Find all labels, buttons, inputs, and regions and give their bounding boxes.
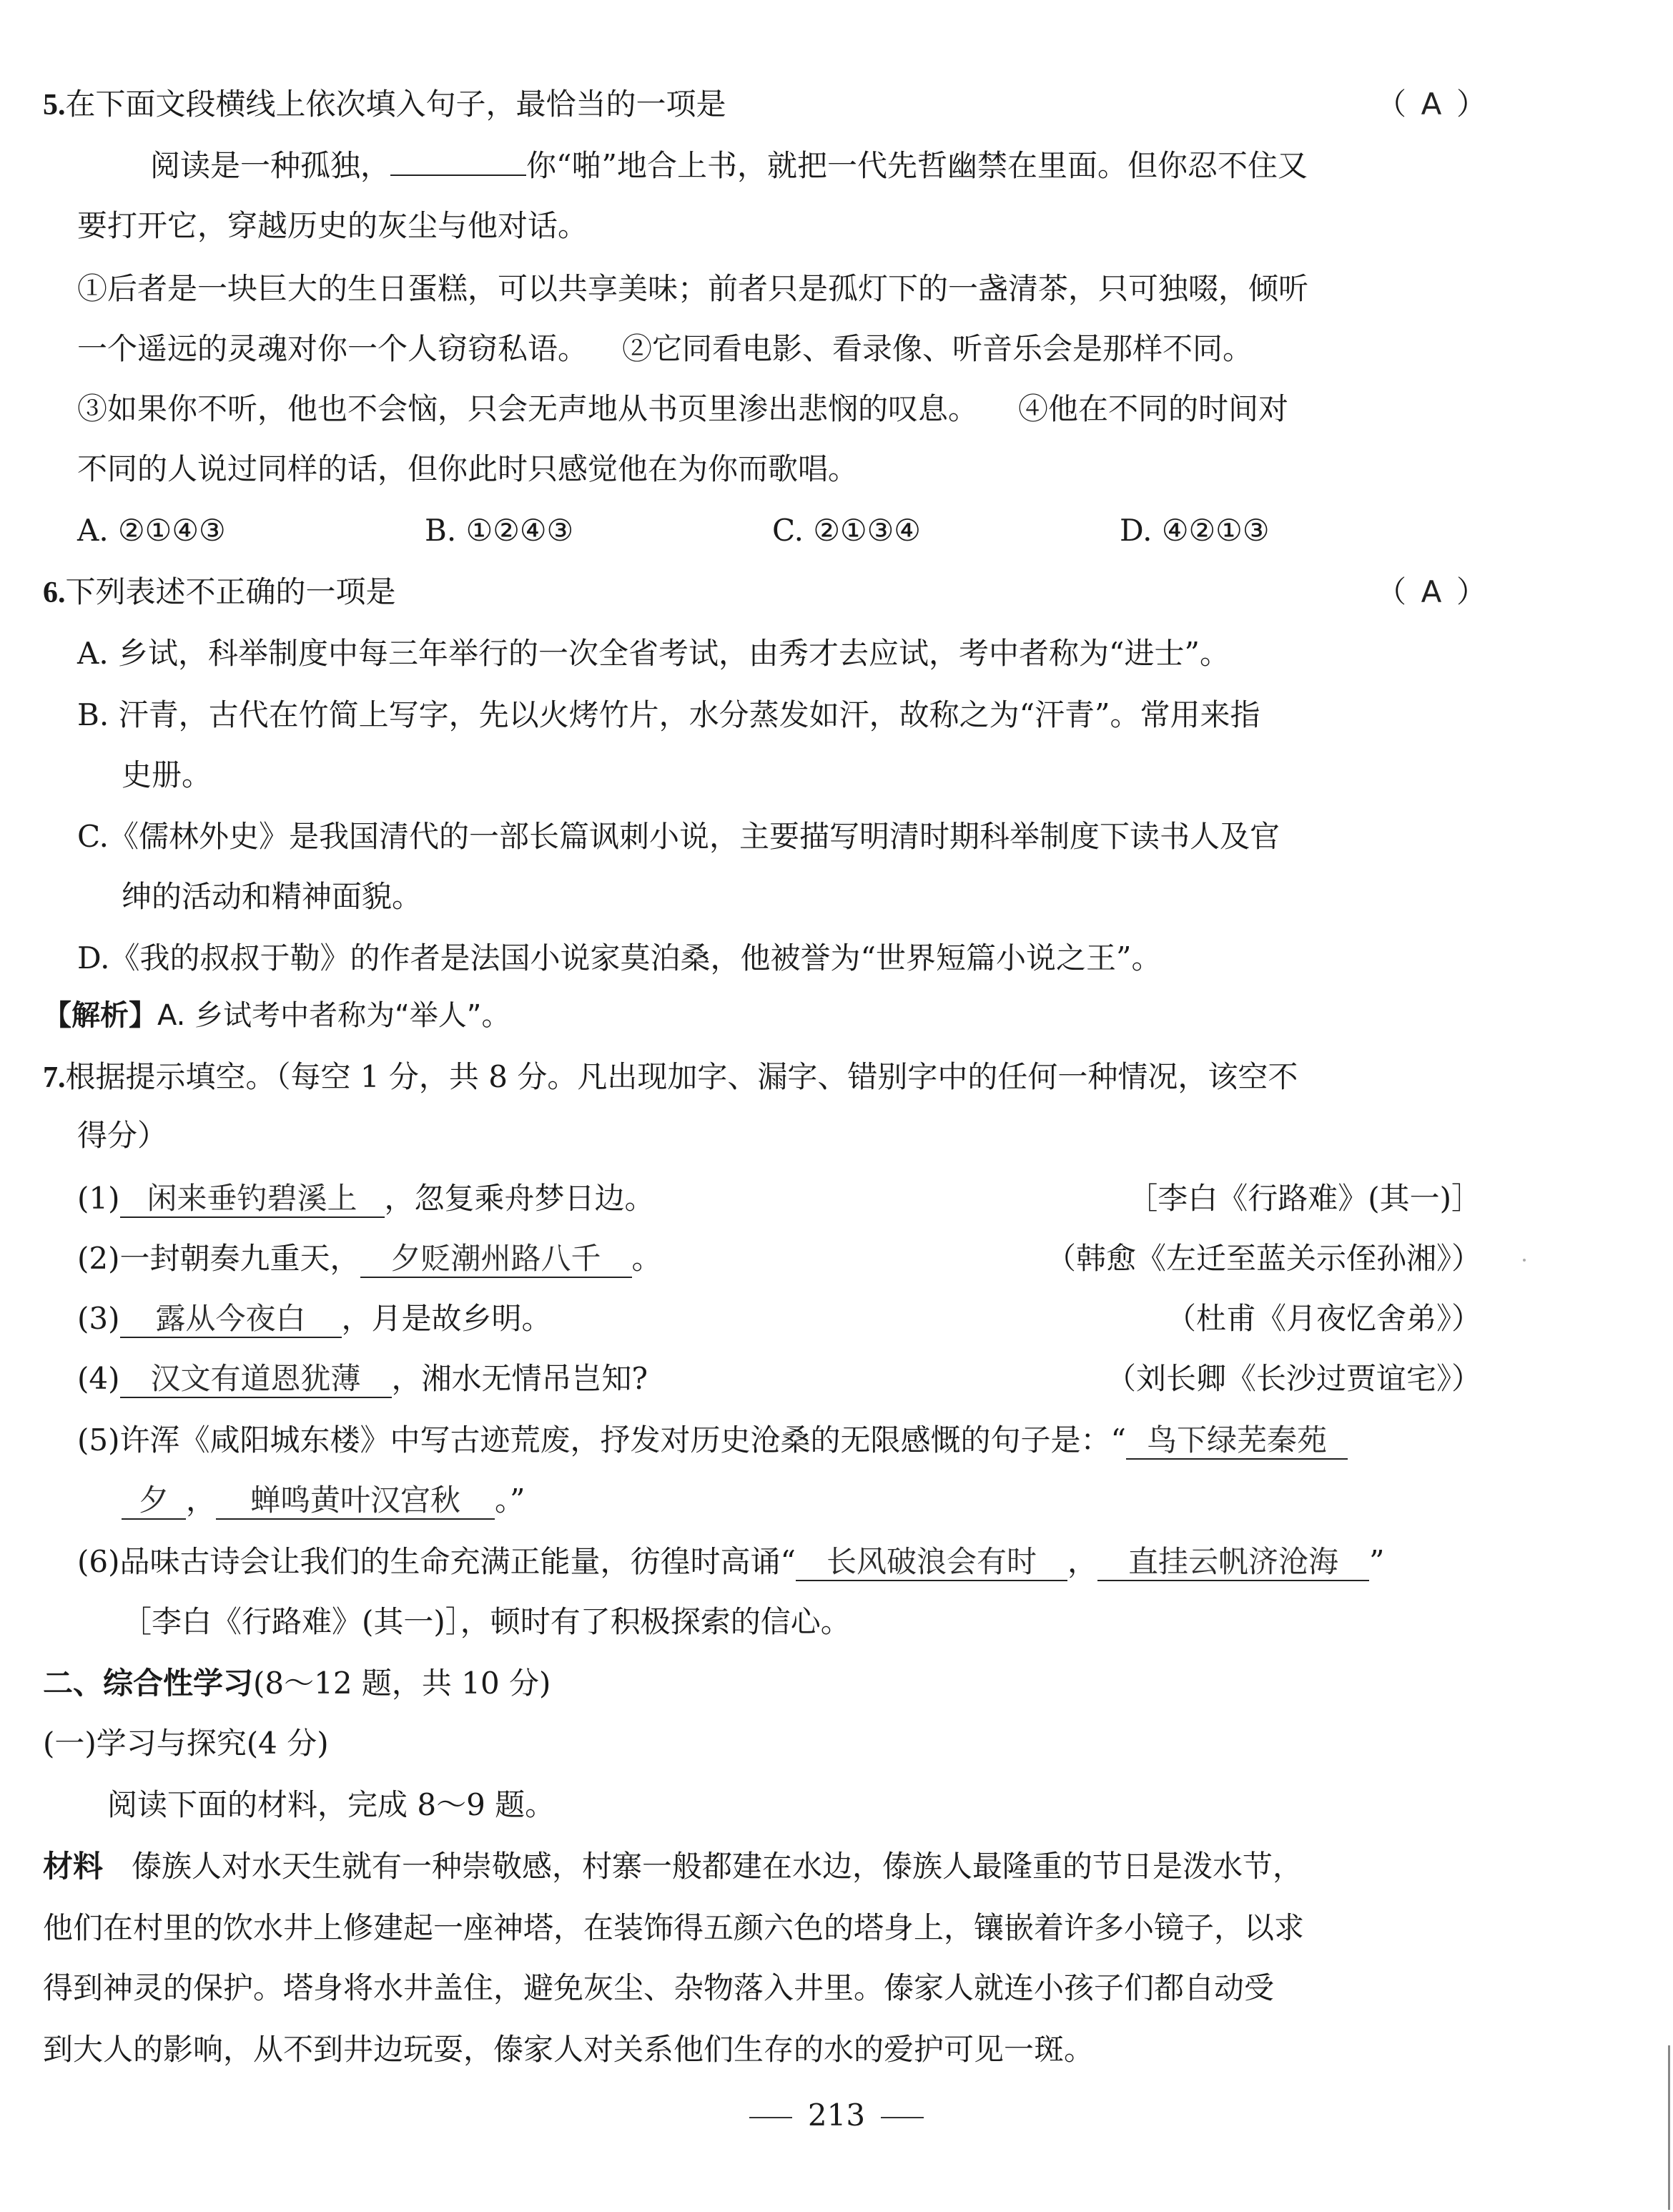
q5-sentence-2: ②它同看电影、看录像、听音乐会是那样不同。	[622, 331, 1253, 366]
item-prefix: (3)	[77, 1301, 120, 1336]
q6-analysis	[43, 996, 510, 1036]
q7-source-4: （刘长卿《长沙过贾谊宅》）	[1105, 1361, 1481, 1396]
q7-item-2	[77, 1239, 662, 1279]
q5-sentence-1b: 一个遥远的灵魂对你一个人窃窃私语。	[77, 331, 588, 366]
section-2-sub: (一)学习与探究(4 分)	[43, 1726, 329, 1761]
page-number-text: 213	[807, 2098, 866, 2133]
item-prefix: (5)许浑《咸阳城东楼》中写古迹荒废，抒发对历史沧桑的无限感慨的句子是：“	[77, 1422, 1126, 1458]
q6-option-b-line1: B. 汗青，古代在竹简上写字，先以火烤竹片，水分蒸发如汗，故称之为“汗青”。常用来指	[77, 697, 1260, 732]
q5-sentence-1b-2	[77, 329, 1253, 369]
q7-stem-line1	[43, 1057, 1298, 1098]
q5-option-a: A. ②①④③	[77, 513, 226, 548]
q6-option-d: D.《我的叔叔于勒》的作者是法国小说家莫泊桑，他被誉为“世界短篇小说之王”。	[77, 940, 1162, 975]
item-post: 。”	[495, 1483, 525, 1518]
q7-answer-2: 夕贬潮州路八千	[360, 1241, 632, 1278]
q5-passage-b: 你“啪”地合上书，就把一代先哲幽禁在里面。但你忍不住又	[526, 148, 1308, 183]
q7-answer-5b: 蝉鸣黄叶汉宫秋	[216, 1483, 495, 1520]
material-line2: 他们在村里的饮水井上修建起一座神塔，在装饰得五颜六色的塔身上，镶嵌着许多小镜子，以求	[43, 1910, 1305, 1945]
item-post: ，月是故乡明。	[341, 1301, 552, 1336]
scan-dot	[1523, 1259, 1526, 1262]
q7-answer-3: 露从今夜白	[120, 1301, 342, 1338]
material-line1	[43, 1847, 1303, 1887]
q7-answer-5a: 鸟下绿芜秦苑	[1126, 1422, 1348, 1460]
analysis-text: A. 乡试考中者称为“举人”。	[157, 999, 510, 1032]
q7-item-1	[77, 1179, 655, 1219]
q7-number: 7.	[43, 1061, 66, 1094]
q5-sentence-4b: 不同的人说过同样的话，但你此时只感觉他在为你而歌唱。	[77, 451, 859, 486]
q5-sentence-3-4	[77, 389, 1288, 429]
q7-source-3: （杜甫《月夜忆舍弟》）	[1165, 1301, 1481, 1336]
q6-option-a: A. 乡试，科举制度中每三年举行的一次全省考试，由秀才去应试，考中者称为“进士”。	[77, 636, 1230, 671]
q6-option-b-line2: 史册。	[122, 757, 212, 792]
analysis-label: 【解析】	[43, 999, 157, 1032]
material-line3: 得到神灵的保护。塔身将水井盖住，避免灰尘、杂物落入井里。傣家人就连小孩子们都自动受	[43, 1970, 1275, 2005]
q6-answer: A	[1421, 574, 1442, 609]
q5-sentence-3: ③如果你不听，他也不会恼，只会无声地从书页里渗出悲悯的叹息。	[77, 391, 979, 426]
paren-open: （	[1376, 87, 1407, 122]
q7-answer-4: 汉文有道恩犹薄	[120, 1361, 392, 1398]
item-post: ，忽复乘舟梦日边。	[384, 1181, 655, 1216]
q7-item-4	[77, 1359, 648, 1399]
item-post: 。	[631, 1241, 662, 1276]
material-label: 材料	[43, 1849, 104, 1884]
q6-option-c-line1: C.《儒林外史》是我国清代的一部长篇讽刺小说，主要描写明清时期科举制度下读书人及官	[77, 819, 1280, 854]
q6-stem-text: 下列表述不正确的一项是	[65, 574, 396, 609]
paren-close: ）	[1456, 574, 1487, 609]
section-2-title: 二、综合性学习	[43, 1666, 254, 1701]
q7-item-5-line2	[122, 1480, 525, 1520]
q7-item-5-line1	[77, 1420, 1348, 1460]
q5-number: 5.	[43, 89, 66, 122]
item-post: ”	[1368, 1544, 1385, 1579]
q5-answer: A	[1421, 87, 1442, 122]
section-2-note: (8～12 题，共 10 分)	[253, 1666, 551, 1701]
q6-number: 6.	[43, 576, 66, 609]
q7-item-3	[77, 1299, 552, 1339]
q7-item-6-line1	[77, 1542, 1384, 1582]
item-mid: ，	[1067, 1544, 1097, 1579]
q5-stem-text: 在下面文段横线上依次填入句子，最恰当的一项是	[65, 87, 726, 122]
item-mid: ，	[186, 1483, 217, 1518]
item-prefix: (1)	[77, 1181, 120, 1216]
q5-passage-line1	[150, 146, 1308, 186]
q5-passage-a: 阅读是一种孤独，	[150, 148, 391, 183]
paren-open: （	[1376, 574, 1407, 609]
section-2-heading	[43, 1663, 551, 1704]
q7-item-6-line2: ［李白《行路难》(其一)］，顿时有了积极探索的信心。	[122, 1604, 851, 1639]
material-line4: 到大人的影响，从不到井边玩耍，傣家人对关系他们生存的水的爱护可见一斑。	[43, 2032, 1095, 2067]
q5-stem	[43, 84, 726, 125]
q5-option-d: D. ④②①③	[1120, 513, 1270, 548]
q5-blank	[390, 174, 526, 176]
q5-answer-paren	[1376, 84, 1486, 124]
q7-stem-line2: 得分）	[77, 1118, 168, 1153]
q5-option-b: B. ①②④③	[425, 513, 574, 548]
item-prefix: (2)一封朝奏九重天，	[77, 1241, 360, 1276]
section-2-instruction: 阅读下面的材料，完成 8～9 题。	[107, 1787, 556, 1822]
q7-answer-5a-cont: 夕	[122, 1483, 186, 1520]
q5-sentence-1a: ①后者是一块巨大的生日蛋糕，可以共享美味；前者只是孤灯下的一盏清茶，只可独啜，倾听	[77, 271, 1309, 306]
item-prefix: (4)	[77, 1361, 120, 1396]
q5-sentence-4a: ④他在不同的时间对	[1018, 391, 1289, 426]
q6-option-c-line2: 绅的活动和精神面貌。	[122, 879, 423, 914]
q7-answer-6b: 直挂云帆济沧海	[1097, 1544, 1369, 1581]
q6-stem	[43, 572, 396, 613]
scan-edge-line	[1668, 2045, 1670, 2210]
paren-close: ）	[1456, 87, 1487, 122]
page-number	[0, 2095, 1673, 2135]
item-prefix: (6)品味古诗会让我们的生命充满正能量，彷徨时高诵“	[77, 1544, 796, 1579]
q7-answer-6a: 长风破浪会有时	[796, 1544, 1067, 1581]
q6-answer-paren	[1376, 572, 1486, 612]
q7-stem-text: 根据提示填空。（每空 1 分，共 8 分。凡出现加字、漏字、错别字中的任何一种情况，该空不	[65, 1059, 1298, 1094]
material-text-1: 傣族人对水天生就有一种崇敬感，村寨一般都建在水边，傣族人最隆重的节日是泼水节，	[132, 1849, 1303, 1884]
q7-answer-1: 闲来垂钓碧溪上	[120, 1181, 385, 1218]
item-post: ，湘水无情吊岂知?	[391, 1361, 648, 1396]
q7-source-2: （韩愈《左迁至蓝关示侄孙湘》）	[1045, 1241, 1481, 1276]
q5-option-c: C. ②①③④	[772, 513, 921, 548]
q5-passage-line2: 要打开它，穿越历史的灰尘与他对话。	[77, 208, 588, 243]
q7-source-1: ［李白《行路难》(其一)］	[1127, 1181, 1481, 1216]
